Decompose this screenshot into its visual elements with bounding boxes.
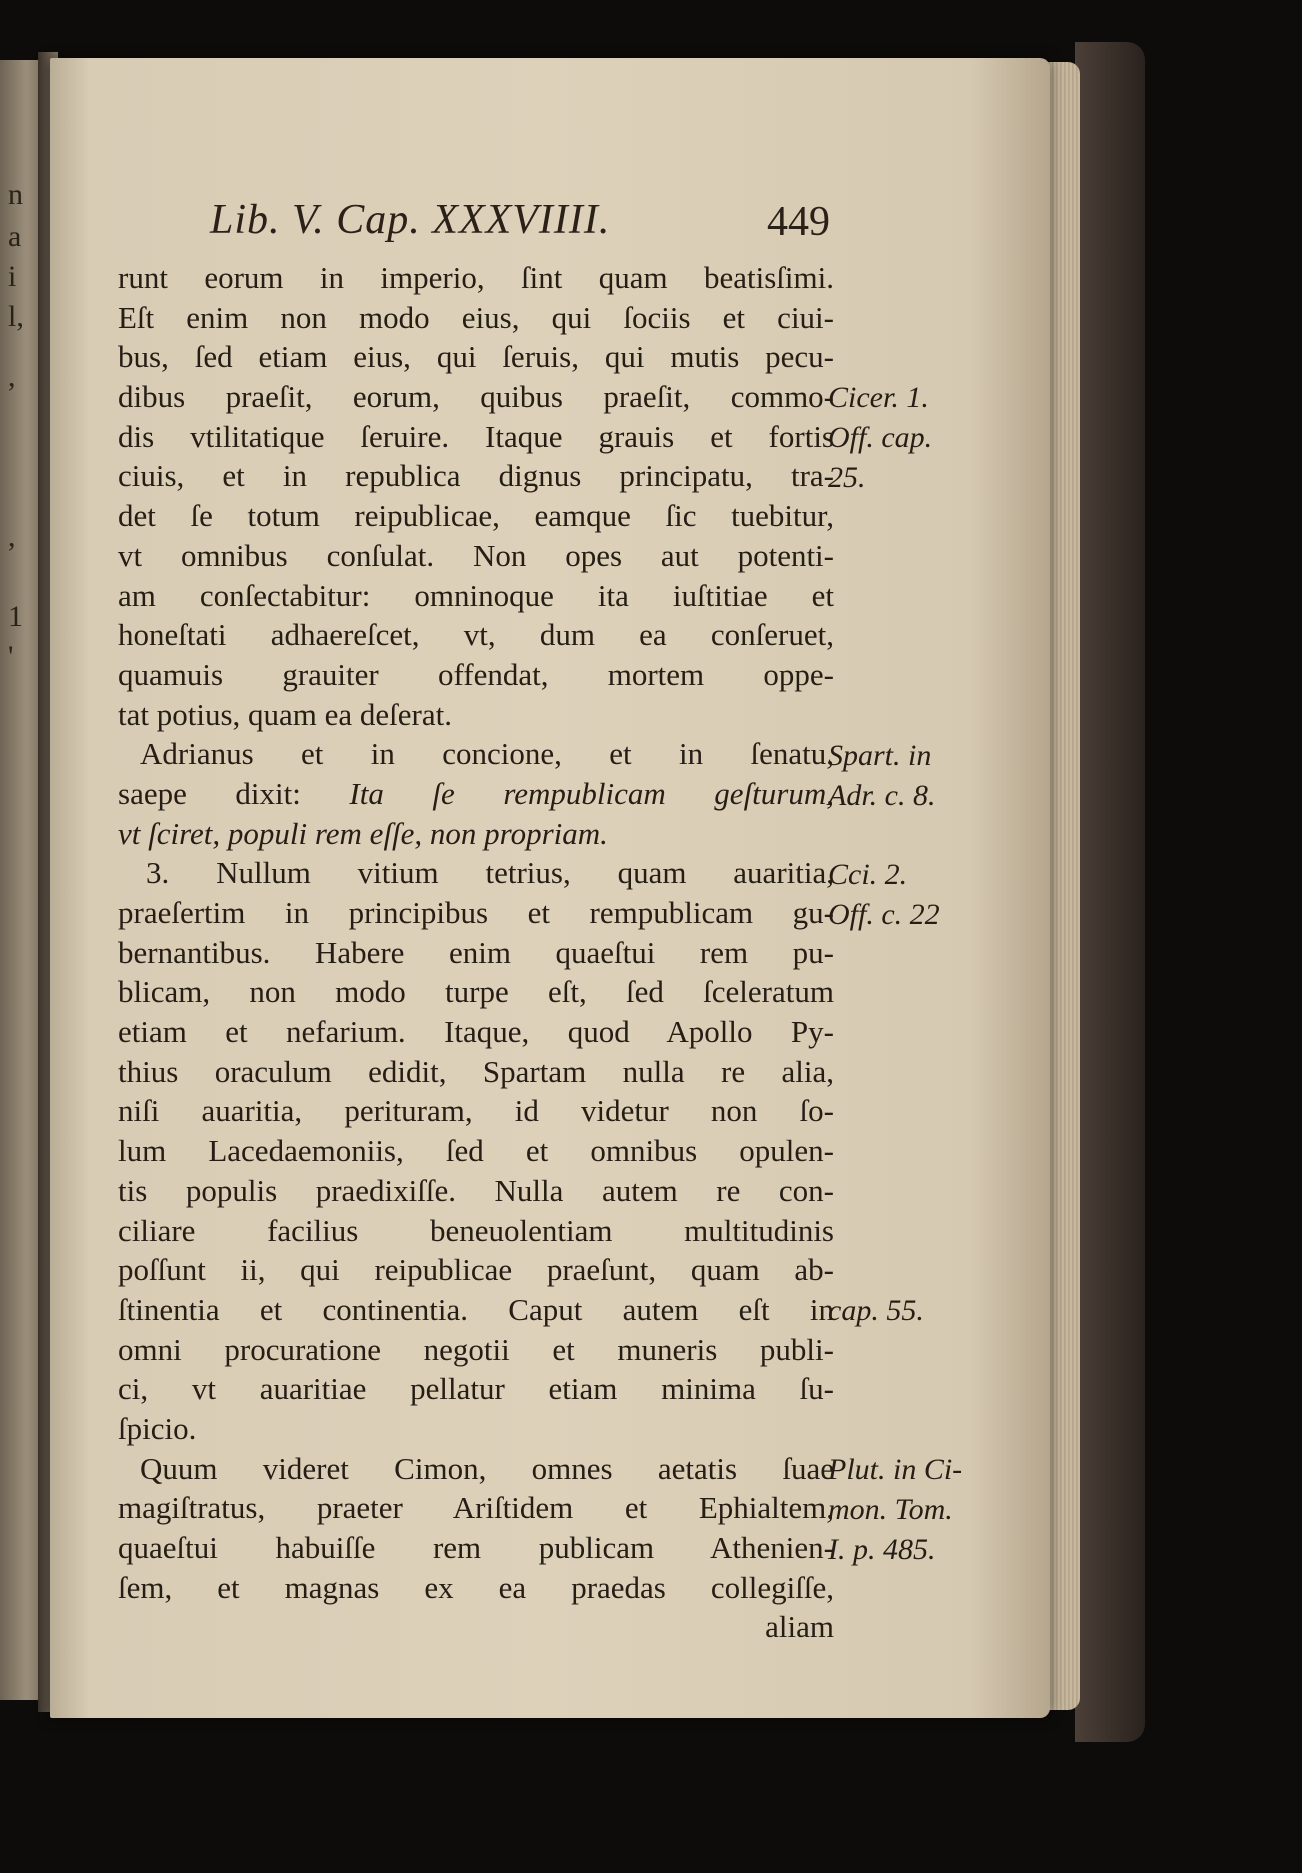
text-line: quaeſtui habuiſſe rem publicam Athenien- — [118, 1530, 834, 1565]
text-line: Quum videret Cimon, omnes aetatis ſuae — [140, 1450, 834, 1486]
margin-note: Off. c. 22 — [828, 898, 940, 931]
margin-note: Adr. c. 8. — [828, 779, 936, 812]
margin-note: 25. — [828, 461, 866, 494]
text-line: honeſtati adhaereſcet, vt, dum ea conſeruet, — [118, 617, 834, 653]
margin-note: Off. cap. — [828, 421, 933, 454]
main-text — [118, 258, 834, 1647]
text-line: quamuis grauiter offendat, mortem oppe- — [118, 656, 834, 692]
margin-note: Cicer. 1. — [828, 381, 929, 414]
text-line: det ſe totum reipublicae, eamque ſic tuebitur, — [118, 498, 834, 534]
margin-note: Spart. in — [828, 739, 932, 772]
text-line: magiſtratus, praeter Ariſtidem et Ephialtem, — [118, 1490, 834, 1526]
italic-phrase: Ita ſe rempublicam geſturum, — [349, 775, 834, 811]
fragment-char: 1 — [8, 600, 23, 633]
text-span: saepe dixit: — [118, 775, 350, 811]
text-line: blicam, non modo turpe eſt, ſed ſceleratum — [118, 974, 834, 1010]
margin-note: Cci. 2. — [828, 858, 908, 891]
fragment-char: n — [8, 178, 23, 211]
text-line-mixed — [118, 774, 834, 814]
text-line: ciliare facilius beneuolentiam multitudinis — [118, 1212, 834, 1248]
text-line: runt eorum in imperio, ſint quam beatisſimi. — [118, 260, 834, 295]
text-line: etiam et nefarium. Itaque, quod Apollo Py- — [118, 1014, 834, 1050]
text-line: Adrianus et in concione, et in ſenatu, — [140, 736, 834, 772]
book-page — [50, 58, 1050, 1718]
margin-note: mon. Tom. — [828, 1493, 953, 1526]
text-line: lum Lacedaemoniis, ſed et omnibus opulen- — [118, 1133, 834, 1169]
text-line: omni procuratione negotii et muneris publi- — [118, 1331, 834, 1367]
text-line: ci, vt auaritiae pellatur etiam minima ſu- — [118, 1371, 834, 1407]
text-line: dis vtilitatique ſeruire. Itaque grauis et fortis — [118, 418, 834, 454]
running-head: Lib. V. Cap. XXXVIIII. — [210, 197, 611, 243]
text-line: poſſunt ii, qui reipublicae praeſunt, quam ab- — [118, 1252, 834, 1288]
fragment-char: , — [8, 520, 16, 553]
fragment-char: ' — [8, 640, 14, 673]
text-line: Eſt enim non modo eius, qui ſociis et ciui- — [118, 299, 834, 335]
text-line: vt omnibus conſulat. Non opes aut potenti- — [118, 537, 834, 573]
text-line: ſem, et magnas ex ea praedas collegiſſe, — [118, 1569, 834, 1605]
fragment-char: a — [8, 220, 22, 253]
text-line: ſtinentia et continentia. Caput autem eſt in — [118, 1291, 834, 1327]
text-line: ciuis, et in republica dignus principatu, tra- — [118, 458, 834, 494]
text-line: thius oraculum edidit, Spartam nulla re alia, — [118, 1053, 834, 1089]
book-cover-edge — [1075, 42, 1145, 1742]
fragment-char: l, — [8, 300, 24, 333]
text-line: tis populis praedixiſſe. Nulla autem re con- — [118, 1172, 834, 1208]
page-header — [210, 196, 830, 246]
text-line: vt ſciret, populi rem eſſe, non propriam. — [118, 815, 608, 851]
text-line: tat potius, quam ea deſerat. — [118, 696, 452, 732]
fragment-char: , — [8, 360, 16, 393]
text-line: dibus praeſit, eorum, quibus praeſit, commo- — [118, 379, 834, 415]
margin-note: I. p. 485. — [828, 1533, 936, 1566]
text-line: niſi auaritia, perituram, id videtur non ſo- — [118, 1093, 834, 1129]
text-line: bus, ſed etiam eius, qui ſeruis, qui mutis pecu- — [118, 339, 834, 375]
text-line: ſpicio. — [118, 1410, 197, 1446]
margin-note: cap. 55. — [828, 1294, 924, 1327]
catchword: aliam — [765, 1609, 834, 1645]
text-line: bernantibus. Habere enim quaeſtui rem pu- — [118, 934, 834, 970]
margin-note: Plut. in Ci- — [828, 1453, 963, 1486]
page-number: 449 — [767, 199, 830, 245]
text-line: 3. Nullum vitium tetrius, quam auaritia, — [146, 855, 834, 891]
text-line: praeſertim in principibus et rempublicam gu- — [118, 895, 834, 930]
fragment-char: i — [8, 260, 17, 293]
text-line: am conſectabitur: omninoque ita iuſtitiae et — [118, 577, 834, 613]
